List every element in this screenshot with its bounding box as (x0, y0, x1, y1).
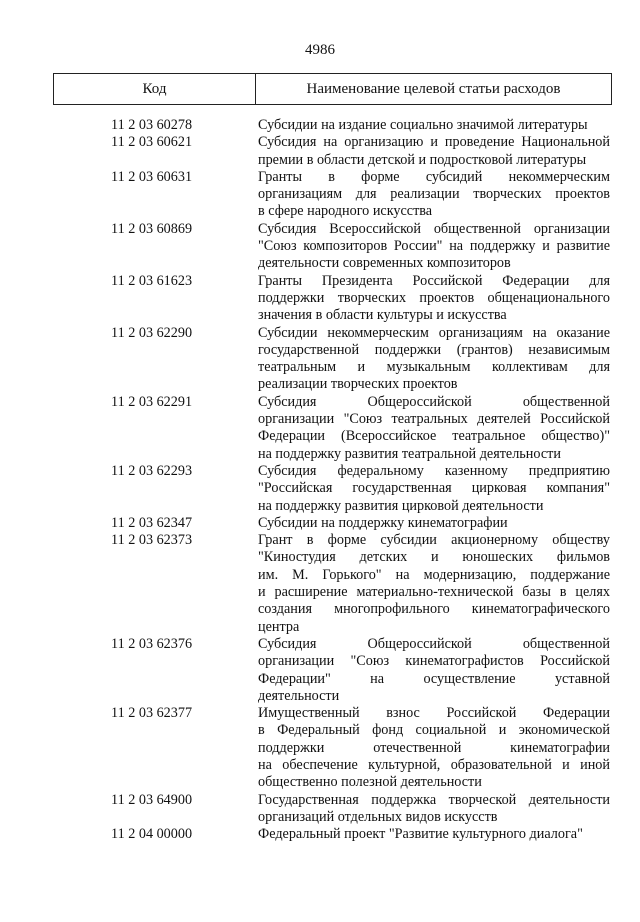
row-code: 11 2 03 60621 (111, 134, 193, 151)
table-row (0, 169, 640, 221)
row-name-line: Субсидия Общероссийской общественной (258, 635, 610, 652)
table-row (0, 117, 640, 134)
row-name-line: Федеральный проект "Развитие культурного диалога" (258, 826, 583, 843)
row-name-line: и расширение материально-технической базы в целях (258, 584, 610, 601)
row-name (258, 792, 610, 827)
row-code: 11 2 03 64900 (111, 791, 193, 808)
row-name-line: "Союз композиторов России" на поддержку и развитие (258, 238, 610, 255)
row-name-line: театральным и музыкальным коллективам для (258, 359, 610, 376)
row-name-line: значения в области культуры и искусства (258, 307, 507, 324)
row-code: 11 2 03 60278 (111, 117, 193, 133)
row-code: 11 2 03 60631 (111, 168, 193, 185)
row-name-line: премии в области детской и подростковой литературы (258, 151, 587, 168)
row-name-line: им. М. Горького" на модернизацию, поддержание (258, 566, 610, 583)
row-name-line: деятельности современных композиторов (258, 255, 511, 272)
row-code: 11 2 03 61623 (111, 272, 193, 289)
row-code: 11 2 04 00000 (111, 826, 193, 843)
row-code: 11 2 03 60869 (111, 220, 193, 237)
table-row (0, 463, 640, 515)
row-name-line: организации "Союз кинематографистов Российской (258, 653, 610, 670)
table-row (0, 636, 640, 705)
row-name-line: организациям для реализации творческих проектов (258, 186, 610, 203)
row-code: 11 2 03 62347 (111, 514, 193, 531)
row-name-line: Имущественный взнос Российской Федерации (258, 705, 610, 722)
row-name-line: Субсидии на издание социально значимой литературы (258, 117, 588, 133)
row-code: 11 2 03 62376 (111, 635, 193, 652)
row-name (258, 221, 610, 273)
row-name (258, 394, 610, 463)
row-name-line: Субсидия федеральному казенному предприятию (258, 462, 610, 479)
row-name-line: Субсидии на поддержку кинематографии (258, 514, 508, 531)
row-name (258, 826, 610, 843)
row-name-line: реализации творческих проектов (258, 376, 458, 393)
row-name-line: Гранты в форме субсидий некоммерческим (258, 168, 610, 185)
row-name-line: "Российская государственная цирковая компания" (258, 480, 610, 497)
table-row (0, 273, 640, 325)
table-body (0, 117, 640, 843)
header-code: Код (54, 74, 256, 104)
row-code: 11 2 03 62291 (111, 393, 193, 410)
row-name (258, 636, 610, 705)
row-name-line: Гранты Президента Российской Федерации для (258, 272, 610, 289)
page-number: 4986 (305, 42, 335, 58)
table-row (0, 394, 640, 463)
table-row (0, 221, 640, 273)
table-header (53, 73, 612, 105)
table-row (0, 515, 640, 532)
row-name-line: на поддержку развития театральной деятельности (258, 445, 561, 462)
row-name-line: Федерации" на осуществление уставной (258, 670, 610, 687)
row-name-line: государственной поддержки (грантов) независимым (258, 341, 610, 358)
table-row (0, 705, 640, 791)
row-code: 11 2 03 62293 (111, 462, 193, 479)
row-name-line: в сфере народного искусства (258, 203, 433, 220)
row-name-line: организации "Союз театральных деятелей Российской (258, 411, 610, 428)
row-name-line: Субсидия Общероссийской общественной (258, 393, 610, 410)
header-name: Наименование целевой статьи расходов (306, 80, 561, 97)
row-name-line: "Киностудия детских и юношеских фильмов (258, 549, 610, 566)
row-name-line: на обеспечение культурной, образовательной и иной (258, 756, 610, 773)
row-name-line: Грант в форме субсидии акционерному обществу (258, 532, 610, 549)
table-row (0, 792, 640, 827)
row-name-line: организаций отдельных видов искусств (258, 808, 498, 825)
table-row (0, 325, 640, 394)
row-name-line: общественно полезной деятельности (258, 774, 482, 791)
table-row (0, 134, 640, 169)
row-name-line: на поддержку развития цирковой деятельности (258, 497, 544, 514)
row-name (258, 273, 610, 325)
row-name-line: поддержки отечественной кинематографии (258, 739, 610, 756)
row-name-line: создания многопрофильного кинематографического (258, 601, 610, 618)
row-name (258, 169, 610, 221)
table-row (0, 826, 640, 843)
row-name-line: поддержки творческих проектов общенационального (258, 289, 610, 306)
row-name-line: в Федеральный фонд социальной и экономической (258, 722, 610, 739)
row-name (258, 325, 610, 394)
row-name-line: Государственная поддержка творческой деятельности (258, 791, 610, 808)
row-name-line: Федерации (Всероссийское театральное общество)" (258, 428, 610, 445)
row-code: 11 2 03 62373 (111, 532, 193, 549)
row-name (258, 532, 610, 636)
row-name (258, 515, 610, 532)
row-name-line: Субсидии некоммерческим организациям на оказание (258, 324, 610, 341)
row-name (258, 463, 610, 515)
row-name (258, 705, 610, 791)
row-name-line: Субсидия на организацию и проведение Национальной (258, 134, 610, 151)
row-name-line: деятельности (258, 687, 340, 704)
row-code: 11 2 03 62290 (111, 324, 193, 341)
row-name-line: центра (258, 618, 300, 635)
row-name-line: Субсидия Всероссийской общественной организации (258, 220, 610, 237)
table-row (0, 532, 640, 636)
row-name (258, 134, 610, 169)
row-code: 11 2 03 62377 (111, 705, 193, 722)
row-name (258, 117, 610, 134)
